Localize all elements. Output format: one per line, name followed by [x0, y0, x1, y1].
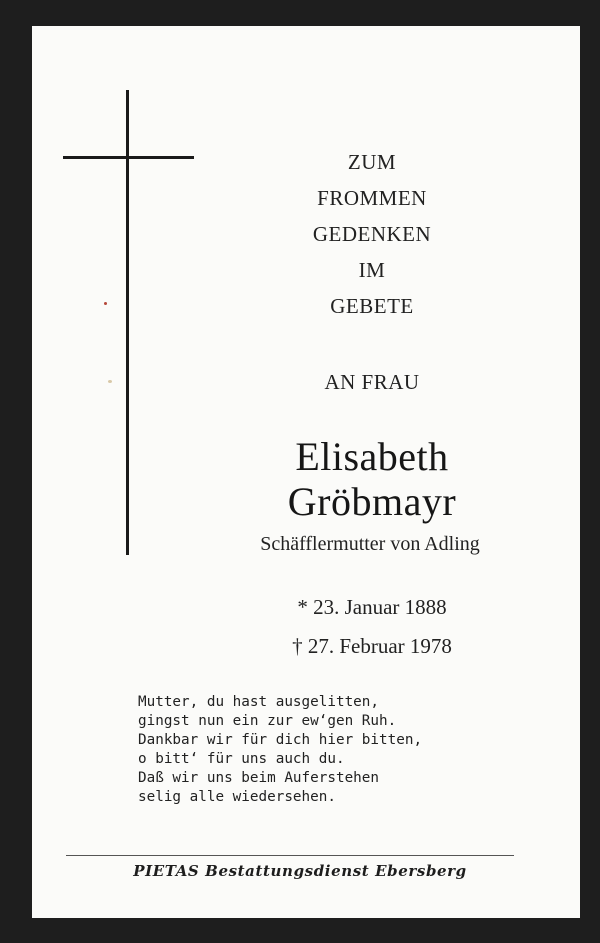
- cross-vertical-bar: [126, 90, 129, 555]
- heading-line-1: ZUM: [347, 150, 397, 174]
- poem: [138, 693, 422, 807]
- heading-line-3: GEDENKEN: [312, 222, 432, 246]
- poem-line: Mutter, du hast ausgelitten,: [138, 694, 380, 710]
- birth-date: * 23. Januar 1888: [297, 595, 447, 619]
- paper-speck: [104, 302, 107, 305]
- heading-line-5: GEBETE: [330, 294, 414, 318]
- heading-line-2: FROMMEN: [317, 186, 427, 210]
- cross-horizontal-bar: [63, 156, 194, 159]
- salutation: AN FRAU: [324, 370, 420, 394]
- poem-line: o bitt‘ für uns auch du.: [138, 751, 345, 767]
- paper-speck: [108, 380, 112, 383]
- poem-line: selig alle wiedersehen.: [138, 789, 336, 805]
- heading-line-4: IM: [358, 258, 386, 282]
- death-date: † 27. Februar 1978: [292, 634, 452, 658]
- poem-line: gingst nun ein zur ew‘gen Ruh.: [138, 713, 397, 729]
- first-name: Elisabeth: [295, 434, 449, 479]
- footer-divider: [66, 855, 514, 856]
- last-name: Gröbmayr: [287, 479, 457, 524]
- poem-line: Dankbar wir für dich hier bitten,: [138, 732, 423, 748]
- poem-line: Daß wir uns beim Auferstehen: [138, 770, 380, 786]
- footer-funeral-service: PIETAS Bestattungsdienst Ebersberg: [133, 862, 467, 880]
- occupation: Schäfflermutter von Adling: [260, 533, 480, 555]
